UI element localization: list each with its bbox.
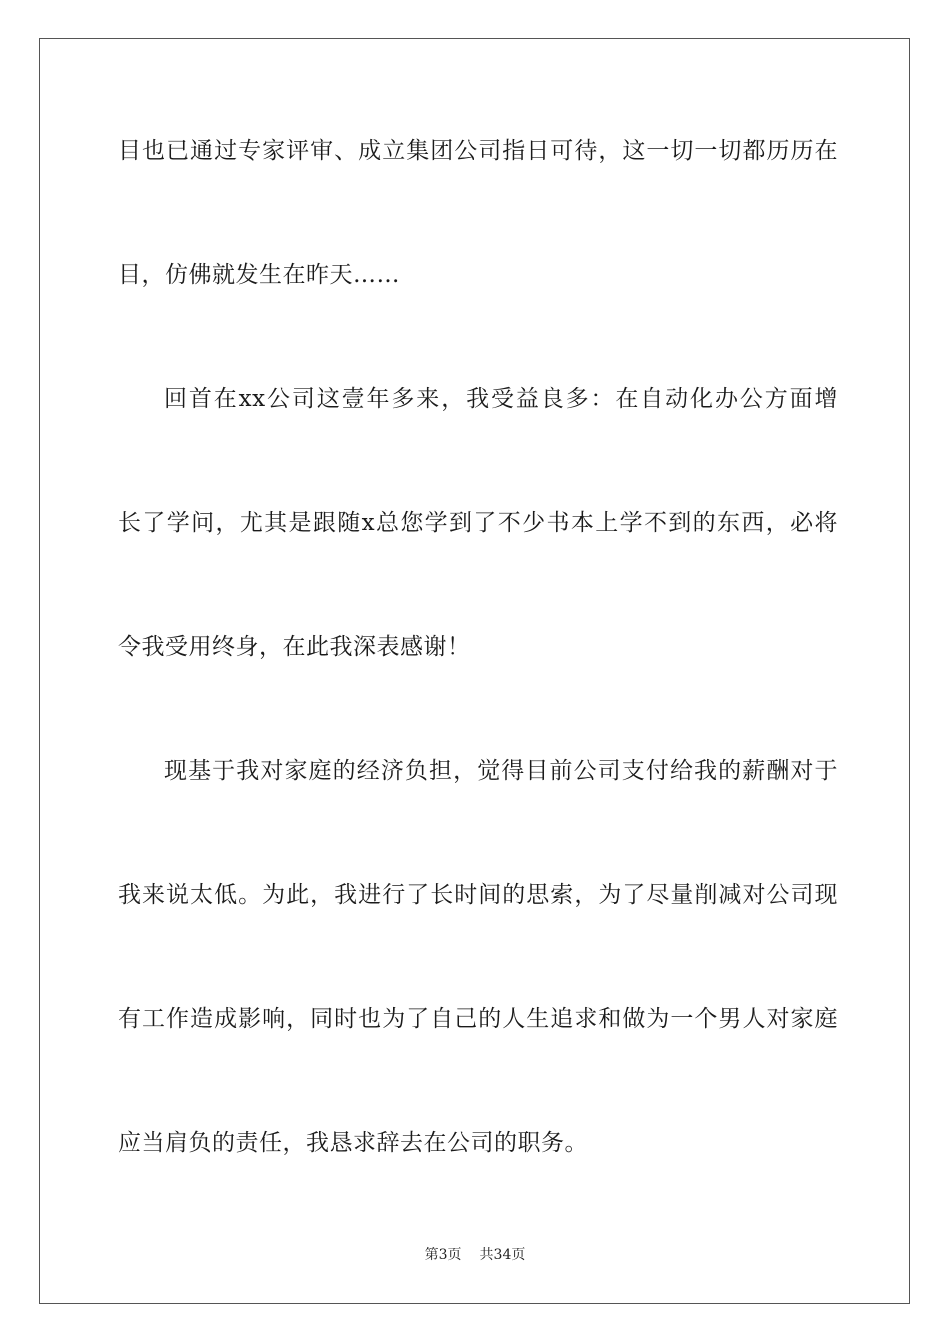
page-border [39,38,910,1304]
paragraph-line: 回首在xx公司这壹年多来，我受益良多：在自动化办公方面增 [164,386,838,412]
paragraph-line: 现基于我对家庭的经济负担，觉得目前公司支付给我的薪酬对于 [164,758,838,784]
page-footer [0,1246,950,1264]
paragraph-line: 令我受用终身，在此我深表感谢！ [118,634,471,660]
paragraph-line: 有工作造成影响，同时也为了自己的人生追求和做为一个男人对家庭 [118,1006,838,1032]
paragraph-line: 目，仿佛就发生在昨天…… [118,262,400,288]
total-pages: 共34页 [479,1247,526,1263]
paragraph-line: 长了学问，尤其是跟随x总您学到了不少书本上学不到的东西，必将 [118,510,838,536]
paragraph-line: 应当肩负的责任，我恳求辞去在公司的职务。 [118,1130,588,1156]
paragraph-line: 我来说太低。为此，我进行了长时间的思索，为了尽量削减对公司现 [118,882,838,908]
page-number: 第3页 [424,1247,462,1263]
paragraph-line: 目也已通过专家评审、成立集团公司指日可待，这一切一切都历历在 [118,138,838,164]
